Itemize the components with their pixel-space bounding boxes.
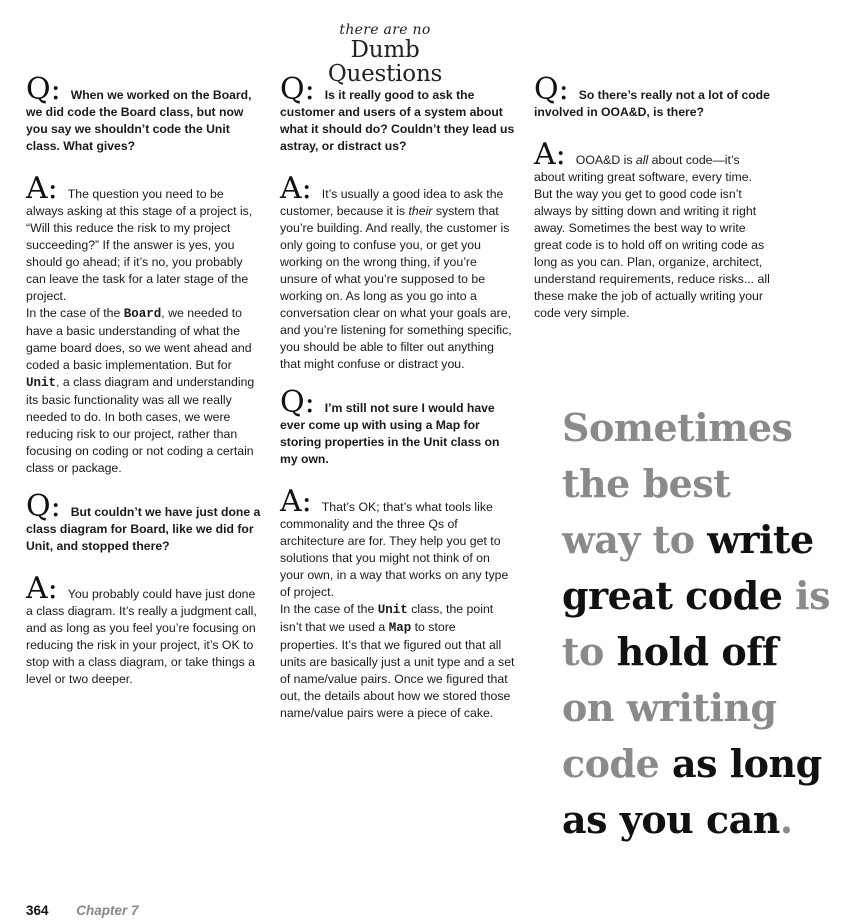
quote-word: is <box>795 573 830 618</box>
text-run: OOA&D is <box>575 153 636 167</box>
header-small-text: there are no <box>339 22 431 38</box>
question-text: Is it really good to ask the customer and users of a system about what it should do? Couldn’t they lead us astray, or distract us? <box>280 88 515 153</box>
answer <box>280 171 516 373</box>
text-run: system that you’re building. And really, the customer is only going to confuse you, or get you working on the wrong thing, if you’re unsure of what you’re supposed to be working on. As long as you go into a conversation clear on what your goals are, and you’re listening for something specific, you should be able to filter out anything that might confuse or distract you. <box>280 204 512 371</box>
code-board: Board <box>123 307 162 321</box>
answer <box>26 571 262 688</box>
question <box>280 385 516 468</box>
quote-word: great code <box>562 573 783 618</box>
question <box>26 72 262 155</box>
page-number: 364 <box>26 903 49 918</box>
text-run: It’s usually a good idea to ask the customer, because it is <box>280 187 504 218</box>
text-run: In the case of the <box>280 602 378 616</box>
answer <box>280 484 516 601</box>
page-footer <box>26 903 139 918</box>
q-letter: Q: <box>534 72 569 107</box>
quote-word: code <box>562 741 660 786</box>
question-text: I’m still not sure I would have ever come up with using a Map for storing properties in the Unit class on my own. <box>280 401 500 466</box>
answer-text: The question you need to be always asking at this stage of a project is, “Will this reduce the risk to my project succeeding?” If the answer is yes, you should go ahead; if it’s no, you probably can leave the task for a later stage of the project. <box>26 187 253 303</box>
emphasis: their <box>408 204 433 218</box>
question <box>280 72 516 155</box>
dumb-questions-header <box>290 22 480 87</box>
q-letter: Q: <box>26 489 61 524</box>
q-letter: Q: <box>26 72 61 107</box>
quote-word: way to <box>562 517 695 562</box>
emphasis: all <box>635 153 649 167</box>
text-run: class, the point isn’t that we used a <box>280 602 494 634</box>
q-letter: Q: <box>280 72 315 107</box>
text-run: , a class diagram and understanding its basic functionality was all we really needed to do. In both cases, we were reducing risk to our project, rather than focusing on coding or not coding a certain class or package. <box>26 375 255 475</box>
a-letter: A: <box>26 171 58 206</box>
question <box>534 72 770 121</box>
a-letter: A: <box>534 137 566 172</box>
quote-word: Sometimes <box>562 405 793 450</box>
question-text: So there’s really not a lot of code involved in OOA&D, is there? <box>534 88 770 119</box>
answer-paragraph <box>26 305 262 477</box>
answer <box>534 137 770 322</box>
answer-paragraph <box>280 601 516 722</box>
text-run: In the case of the <box>26 306 124 320</box>
code-unit: Unit <box>377 603 408 617</box>
answer <box>26 171 262 305</box>
quote-word: write <box>707 517 814 562</box>
answer-text: That’s OK; that’s what tools like commonality and the three Qs of architecture are for. They help you get to solutions that you might not think of on your own, in a way that works on any type of project. <box>280 500 509 599</box>
text-run: to store properties. It’s that we figured out that all units are basically just a unit type and a set of name/value pairs. Once we figured that out, the details about how we stored those name/value pairs were a piece of cake. <box>280 620 515 720</box>
column-2 <box>280 72 516 728</box>
quote-word: as long <box>671 741 822 786</box>
answer-text: You probably could have just done a class diagram. It’s really a judgment call, and as long as you feel you’re focusing on reducing the risk in your project, it’s OK to stop with a class diagram, or take things a level or two deeper. <box>26 587 257 686</box>
code-unit: Unit <box>26 376 57 390</box>
quote-period: . <box>779 797 793 842</box>
question-text: But couldn’t we have just done a class diagram for Board, like we did for Unit, and stopped there? <box>26 505 261 553</box>
column-3 <box>534 72 770 322</box>
text-run: , we needed to have a basic understanding of what the game board does, so we went ahead and coded a basic implementation. But for <box>26 306 252 372</box>
quote-word: the best <box>562 461 731 506</box>
quote-word: to <box>562 629 604 674</box>
a-letter: A: <box>26 571 58 606</box>
a-letter: A: <box>280 171 312 206</box>
column-1 <box>26 72 262 688</box>
question <box>26 489 262 555</box>
pull-quote <box>562 400 832 848</box>
text-run: about code—it’s about writing great software, every time. But the way you get to good code isn’t always by sitting down and writing it right away. Sometimes the best way to write great code is to hold off on writing code as long as you can. Plan, organize, architect, understand requirements, reduce risks... all these make the job of actually writing your code very simple. <box>534 153 770 320</box>
quote-word: as you can <box>562 797 780 842</box>
quote-word: hold off <box>616 629 778 674</box>
code-map: Map <box>388 621 412 635</box>
question-text: When we worked on the Board, we did code the Board class, but now you say we shouldn’t code the Unit class. What gives? <box>26 88 252 153</box>
q-letter: Q: <box>280 385 315 420</box>
a-letter: A: <box>280 484 312 519</box>
chapter-label: Chapter 7 <box>76 903 139 918</box>
quote-word: on writing <box>562 685 777 730</box>
header-big-text: Dumb Questions <box>327 37 443 87</box>
